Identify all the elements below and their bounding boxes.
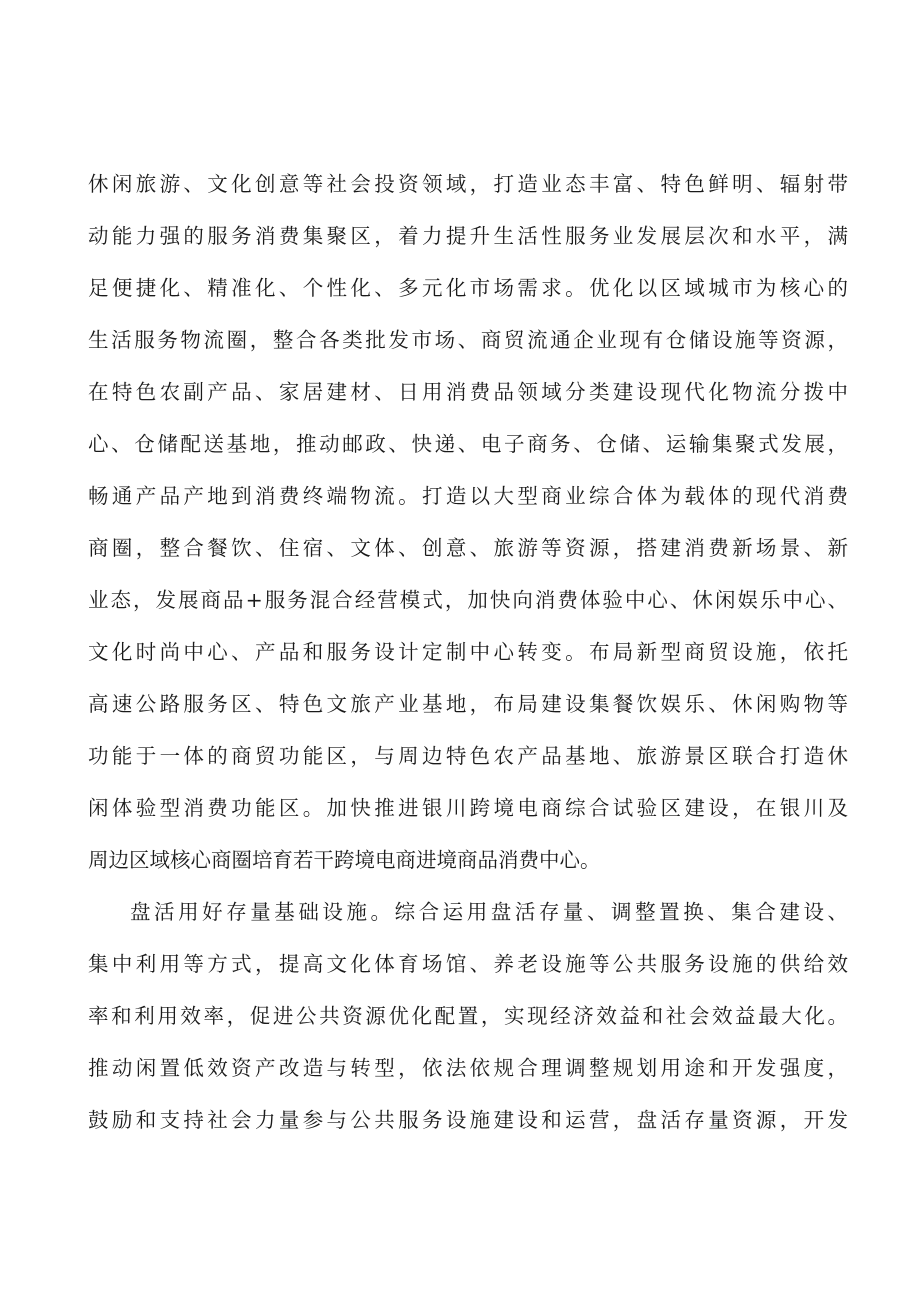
text-line: 生活服务物流圈，整合各类批发市场、商贸流通企业现有仓储设施等资源， — [88, 328, 848, 352]
text-line: 高速公路服务区、特色文旅产业基地，布局建设集餐饮娱乐、休闲购物等 — [88, 692, 848, 716]
text-line: 业态，发展商品+服务混合经营模式，加快向消费体验中心、休闲娱乐中心、 — [88, 588, 848, 612]
text-line: 闲体验型消费功能区。加快推进银川跨境电商综合试验区建设，在银川及 — [88, 796, 848, 820]
text-line: 休闲旅游、文化创意等社会投资领域，打造业态丰富、特色鲜明、辐射带 — [88, 172, 848, 196]
text-line: 商圈，整合餐饮、住宿、文体、创意、旅游等资源，搭建消费新场景、新 — [88, 536, 848, 560]
text-line: 动能力强的服务消费集聚区，着力提升生活性服务业发展层次和水平，满 — [88, 224, 848, 248]
text-line: 心、仓储配送基地，推动邮政、快递、电子商务、仓储、运输集聚式发展， — [88, 432, 848, 456]
text-line: 率和利用效率，促进公共资源优化配置，实现经济效益和社会效益最大化。 — [88, 1004, 848, 1028]
text-line: 推动闲置低效资产改造与转型，依法依规合理调整规划用途和开发强度， — [88, 1056, 848, 1080]
text-line: 周边区域核心商圈培育若干跨境电商进境商品消费中心。 — [88, 848, 601, 872]
text-line: 足便捷化、精准化、个性化、多元化市场需求。优化以区域城市为核心的 — [88, 276, 848, 300]
text-line: 畅通产品产地到消费终端物流。打造以大型商业综合体为载体的现代消费 — [88, 484, 848, 508]
text-line: 在特色农副产品、家居建材、日用消费品领域分类建设现代化物流分拨中 — [88, 380, 848, 404]
text-line-indented: 盘活用好存量基础设施。综合运用盘活存量、调整置换、集合建设、 — [130, 900, 848, 924]
text-line: 鼓励和支持社会力量参与公共服务设施建设和运营，盘活存量资源，开发 — [88, 1108, 848, 1132]
text-line: 文化时尚中心、产品和服务设计定制中心转变。布局新型商贸设施，依托 — [88, 640, 848, 664]
text-line: 集中利用等方式，提高文化体育场馆、养老设施等公共服务设施的供给效 — [88, 952, 848, 976]
text-line: 功能于一体的商贸功能区，与周边特色农产品基地、旅游景区联合打造休 — [88, 744, 848, 768]
